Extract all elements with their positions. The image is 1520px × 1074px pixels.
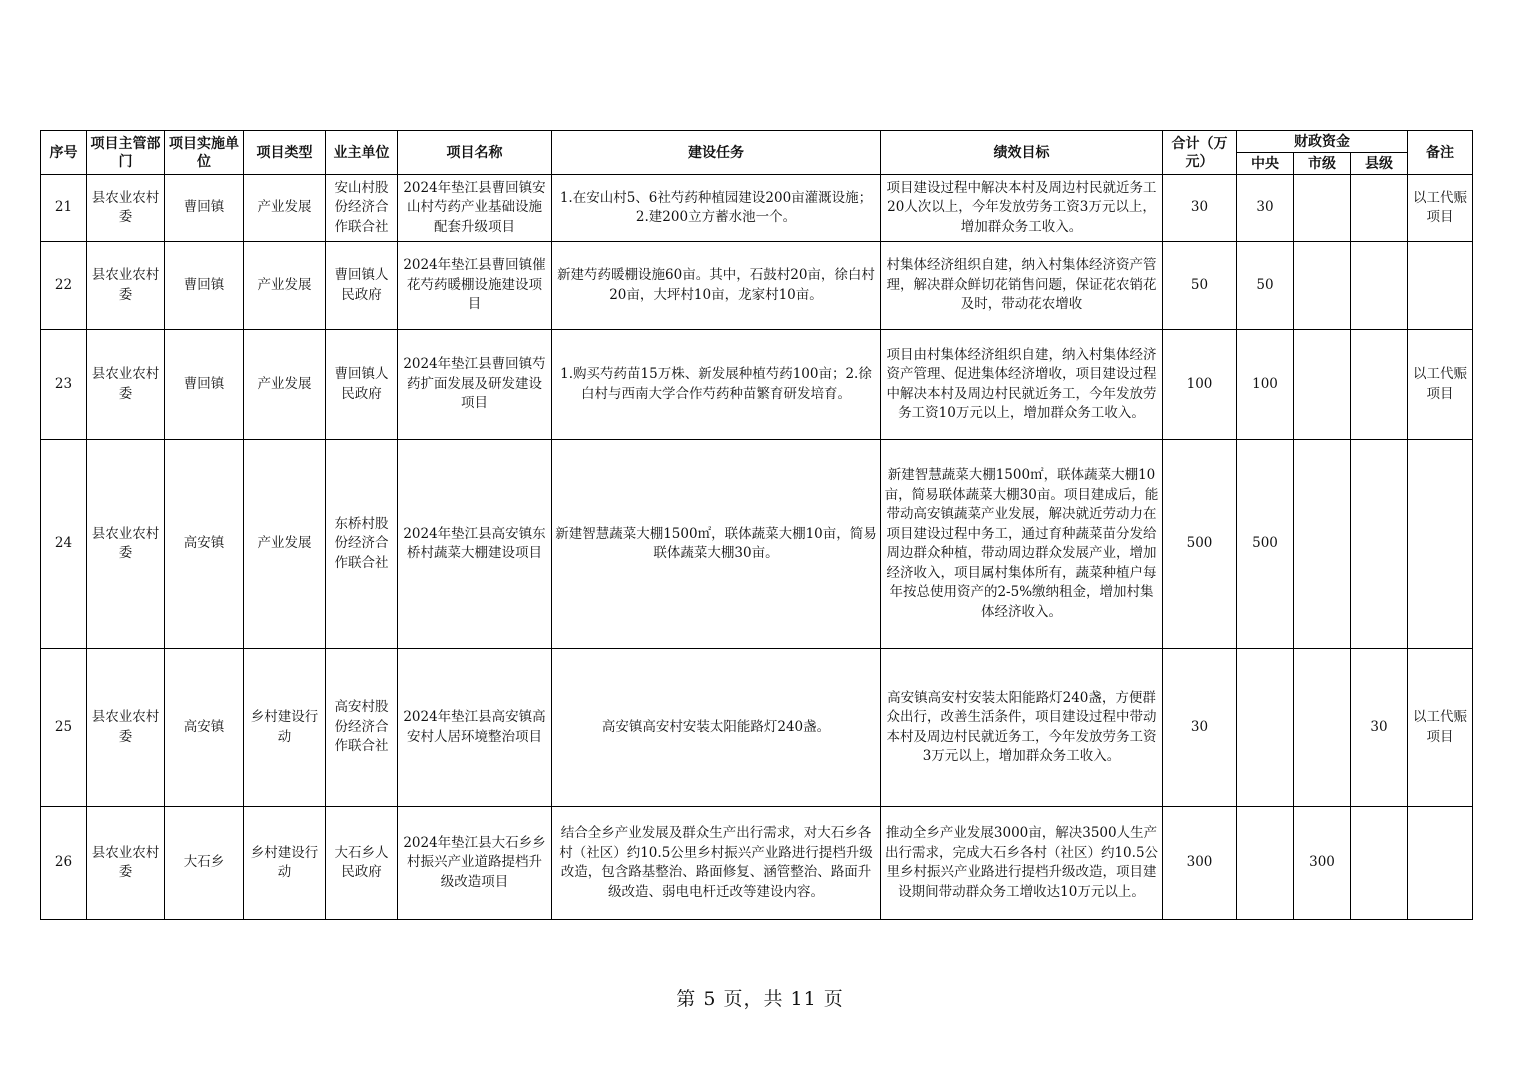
cell-total: 30	[1163, 175, 1237, 242]
cell-dept: 县农业农村委	[87, 330, 165, 440]
cell-goal: 新建智慧蔬菜大棚1500㎡，联体蔬菜大棚10亩，简易联体蔬菜大棚30亩。项目建成后，能带动高安镇蔬菜产业发展，解决就近劳动力在项目建设过程中务工，通过育种蔬菜苗分发给周边群众种植，带动周边群众发展产业，增加经济收入，项目属村集体所有，蔬菜种植户每年按总使用资产的2-5%缴纳租金，增加村集体经济收入。	[881, 440, 1163, 649]
cell-seq: 21	[41, 175, 87, 242]
cell-impl: 曹回镇	[165, 330, 244, 440]
header-task: 建设任务	[552, 131, 881, 175]
cell-city	[1294, 330, 1351, 440]
header-goal: 绩效目标	[881, 131, 1163, 175]
cell-task: 新建智慧蔬菜大棚1500㎡，联体蔬菜大棚10亩，简易联体蔬菜大棚30亩。	[552, 440, 881, 649]
cell-remark: 以工代赈项目	[1408, 175, 1473, 242]
cell-total: 100	[1163, 330, 1237, 440]
cell-name: 2024年垫江县高安镇东桥村蔬菜大棚建设项目	[398, 440, 552, 649]
cell-total: 50	[1163, 242, 1237, 330]
cell-name: 2024年垫江县高安镇高安村人居环境整治项目	[398, 649, 552, 807]
cell-owner: 曹回镇人民政府	[326, 242, 398, 330]
header-central: 中央	[1237, 153, 1294, 175]
header-impl: 项目实施单位	[165, 131, 244, 175]
cell-type: 产业发展	[244, 242, 326, 330]
cell-seq: 23	[41, 330, 87, 440]
cell-goal: 项目由村集体经济组织自建，纳入村集体经济资产管理、促进集体经济增收，项目建设过程中解决本村及周边村民就近务工，今年发放劳务工资10万元以上，增加群众务工收入。	[881, 330, 1163, 440]
cell-county	[1351, 175, 1408, 242]
cell-city: 300	[1294, 807, 1351, 920]
cell-impl: 高安镇	[165, 440, 244, 649]
cell-central: 30	[1237, 175, 1294, 242]
cell-city	[1294, 440, 1351, 649]
cell-seq: 26	[41, 807, 87, 920]
table-row	[41, 242, 1473, 330]
cell-seq: 25	[41, 649, 87, 807]
header-county: 县级	[1351, 153, 1408, 175]
cell-name: 2024年垫江县曹回镇芍药扩面发展及研发建设项目	[398, 330, 552, 440]
cell-impl: 高安镇	[165, 649, 244, 807]
cell-owner: 安山村股份经济合作联合社	[326, 175, 398, 242]
cell-goal: 村集体经济组织自建，纳入村集体经济资产管理，解决群众鲜切花销售问题，保证花农销花及时，带动花农增收	[881, 242, 1163, 330]
cell-dept: 县农业农村委	[87, 807, 165, 920]
cell-impl: 大石乡	[165, 807, 244, 920]
cell-central: 50	[1237, 242, 1294, 330]
table-row	[41, 649, 1473, 807]
table-row	[41, 330, 1473, 440]
cell-total: 30	[1163, 649, 1237, 807]
cell-impl: 曹回镇	[165, 175, 244, 242]
cell-impl: 曹回镇	[165, 242, 244, 330]
table-row	[41, 440, 1473, 649]
header-seq: 序号	[41, 131, 87, 175]
header-fiscal: 财政资金	[1237, 131, 1408, 153]
header-type: 项目类型	[244, 131, 326, 175]
header-remark: 备注	[1408, 131, 1473, 175]
cell-remark	[1408, 242, 1473, 330]
cell-remark: 以工代赈项目	[1408, 330, 1473, 440]
cell-central	[1237, 649, 1294, 807]
cell-seq: 22	[41, 242, 87, 330]
cell-county	[1351, 242, 1408, 330]
cell-task: 1.在安山村5、6社芍药种植园建设200亩灌溉设施；2.建200立方蓄水池一个。	[552, 175, 881, 242]
cell-type: 乡村建设行动	[244, 807, 326, 920]
cell-central: 100	[1237, 330, 1294, 440]
cell-city	[1294, 242, 1351, 330]
cell-city	[1294, 175, 1351, 242]
table-row	[41, 807, 1473, 920]
cell-task: 结合全乡产业发展及群众生产出行需求，对大石乡各村（社区）约10.5公里乡村振兴产业路进行提档升级改造，包含路基整治、路面修复、涵管整治、路面升级改造、弱电电杆迁改等建设内容。	[552, 807, 881, 920]
cell-owner: 东桥村股份经济合作联合社	[326, 440, 398, 649]
cell-type: 乡村建设行动	[244, 649, 326, 807]
cell-goal: 高安镇高安村安装太阳能路灯240盏，方便群众出行，改善生活条件，项目建设过程中带动本村及周边村民就近务工，今年发放劳务工资3万元以上，增加群众务工收入。	[881, 649, 1163, 807]
cell-remark: 以工代赈项目	[1408, 649, 1473, 807]
cell-remark	[1408, 440, 1473, 649]
cell-seq: 24	[41, 440, 87, 649]
cell-task: 1.购买芍药苗15万株、新发展种植芍药100亩；2.徐白村与西南大学合作芍药种苗繁育研发培育。	[552, 330, 881, 440]
page-footer: 第 5 页，共 11 页	[676, 988, 844, 1010]
header-total: 合计（万元）	[1163, 131, 1237, 175]
cell-dept: 县农业农村委	[87, 649, 165, 807]
cell-name: 2024年垫江县大石乡乡村振兴产业道路提档升级改造项目	[398, 807, 552, 920]
cell-name: 2024年垫江县曹回镇安山村芍药产业基础设施配套升级项目	[398, 175, 552, 242]
cell-remark	[1408, 807, 1473, 920]
cell-dept: 县农业农村委	[87, 175, 165, 242]
header-name: 项目名称	[398, 131, 552, 175]
cell-county	[1351, 807, 1408, 920]
cell-dept: 县农业农村委	[87, 242, 165, 330]
header-dept: 项目主管部门	[87, 131, 165, 175]
cell-goal: 推动全乡产业发展3000亩，解决3500人生产出行需求，完成大石乡各村（社区）约10.5公里乡村振兴产业路进行提档升级改造，项目建设期间带动群众务工增收达10万元以上。	[881, 807, 1163, 920]
project-table	[40, 130, 1473, 920]
cell-county	[1351, 330, 1408, 440]
cell-county	[1351, 440, 1408, 649]
cell-type: 产业发展	[244, 175, 326, 242]
cell-central	[1237, 807, 1294, 920]
cell-type: 产业发展	[244, 440, 326, 649]
cell-central: 500	[1237, 440, 1294, 649]
cell-goal: 项目建设过程中解决本村及周边村民就近务工20人次以上，今年发放劳务工资3万元以上，增加群众务工收入。	[881, 175, 1163, 242]
cell-type: 产业发展	[244, 330, 326, 440]
cell-owner: 大石乡人民政府	[326, 807, 398, 920]
cell-total: 500	[1163, 440, 1237, 649]
cell-owner: 高安村股份经济合作联合社	[326, 649, 398, 807]
cell-county: 30	[1351, 649, 1408, 807]
header-owner: 业主单位	[326, 131, 398, 175]
table-row	[41, 175, 1473, 242]
cell-total: 300	[1163, 807, 1237, 920]
cell-task: 高安镇高安村安装太阳能路灯240盏。	[552, 649, 881, 807]
cell-task: 新建芍药暖棚设施60亩。其中，石鼓村20亩，徐白村20亩，大坪村10亩，龙家村10亩。	[552, 242, 881, 330]
cell-dept: 县农业农村委	[87, 440, 165, 649]
cell-name: 2024年垫江县曹回镇催花芍药暖棚设施建设项目	[398, 242, 552, 330]
cell-city	[1294, 649, 1351, 807]
cell-owner: 曹回镇人民政府	[326, 330, 398, 440]
header-city: 市级	[1294, 153, 1351, 175]
